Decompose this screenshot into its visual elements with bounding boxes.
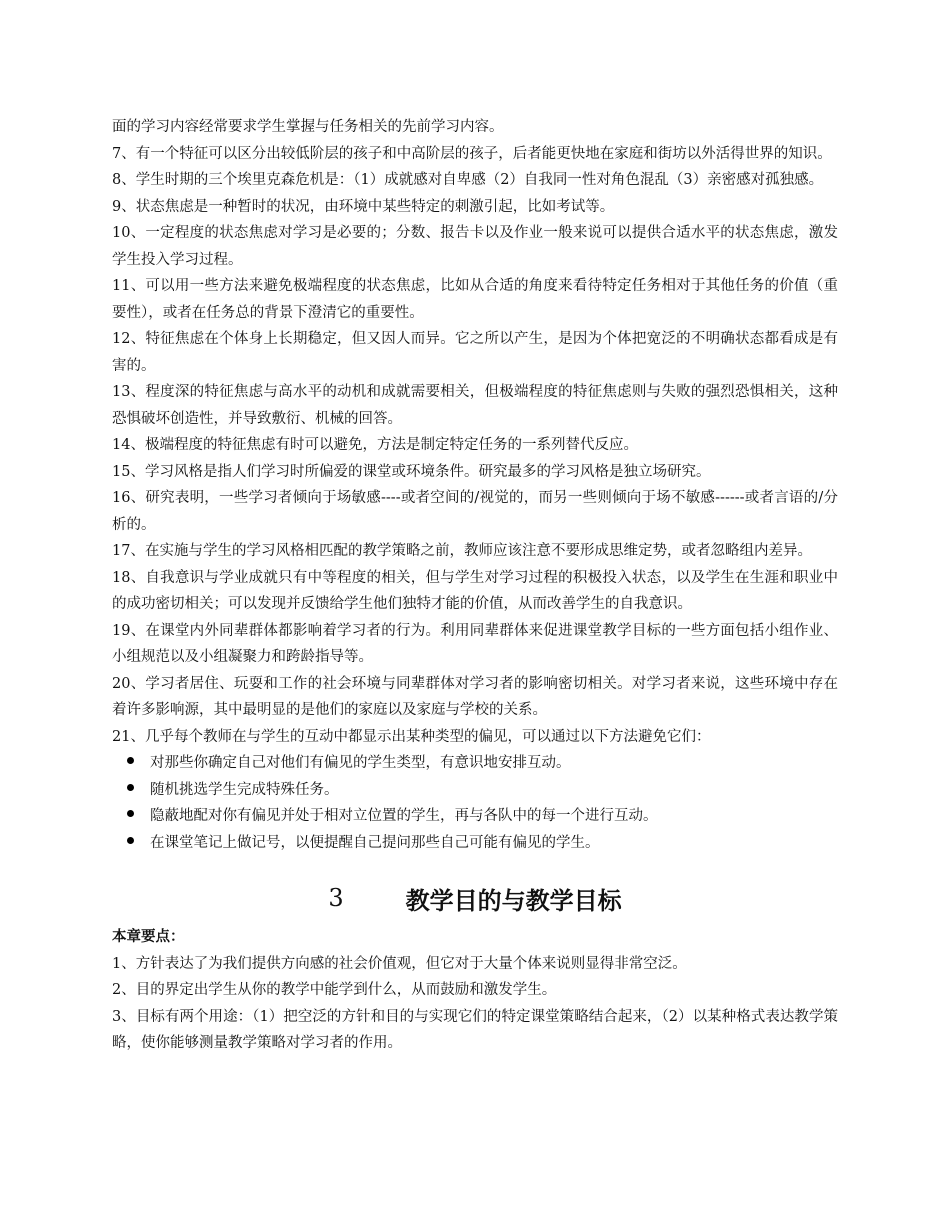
paragraph-8: 8、学生时期的三个埃里克森危机是：（1）成就感对自卑感（2）自我同一性对角色混乱（3）亲密感对孤独感。: [112, 172, 824, 188]
bullet-icon: [127, 757, 134, 764]
paragraph-17: 17、在实施与学生的学习风格相匹配的教学策略之前，教师应该注意不要形成思维定势，或者忽略组内差异。: [112, 543, 812, 559]
list-item-text: 对那些你确定自己对他们有偏见的学生类型，有意识地安排互动。: [150, 755, 571, 771]
paragraph-14: 14、极端程度的特征焦虑有时可以避免，方法是制定特定任务的一系列替代反应。: [112, 437, 638, 453]
point-3: 3、目标有两个用途：（1）把空泛的方针和目的与实现它们的特定课堂策略结合起来，（2）以某种格式表达教学策略，使你能够测量教学策略对学习者的作用。: [112, 1008, 838, 1051]
document-page: [112, 114, 838, 1057]
paragraph-21: 21、几乎每个教师在与学生的互动中都显示出某种类型的偏见，可以通过以下方法避免它们：: [112, 728, 711, 745]
paragraph-13: 13、程度深的特征焦虑与高水平的动机和成就需要相关，但极端程度的特征焦虑则与失败的强烈恐惧相关，这种恐惧破坏创造性，并导致敷衍、机械的回答。: [112, 384, 838, 427]
paragraph-12: 12、特征焦虑在个体身上长期稳定，但又因人而异。它之所以产生，是因为个体把宽泛的不明确状态都看成是有害的。: [112, 331, 838, 374]
bottom-paragraphs: [112, 951, 838, 1057]
list-item: [112, 750, 838, 777]
paragraph-15: 15、学习风格是指人们学习时所偏爱的课堂或环境条件。研究最多的学习风格是独立场研究。: [112, 463, 711, 480]
paragraph-16: 16、研究表明，一些学习者倾向于场敏感----或者空间的/视觉的，而另一些则倾向于场不敏感------或者言语的/分析的。: [112, 490, 838, 533]
list-item: [112, 777, 838, 804]
point-2: 2、目的界定出学生从你的教学中能学到什么，从而鼓励和激发学生。: [112, 982, 557, 998]
paragraph-19: 19、在课堂内外同辈群体都影响着学习者的行为。利用同辈群体来促进课堂教学目标的一些方面包括小组作业、小组规范以及小组凝聚力和跨龄指导等。: [112, 622, 838, 665]
paragraph-continuation: 面的学习内容经常要求学生掌握与任务相关的先前学习内容。: [112, 119, 504, 135]
list-item: [112, 830, 838, 857]
list-item-text: 随机挑选学生完成特殊任务。: [150, 781, 339, 798]
paragraph-10: 10、一定程度的状态焦虑对学习是必要的；分数、报告卡以及作业一般来说可以提供合适水平的状态焦虑，激发学生投入学习过程。: [112, 225, 838, 268]
list-item-text: 在课堂笔记上做记号，以便提醒自己提问那些自己可能有偏见的学生。: [150, 834, 600, 851]
list-item: [112, 803, 838, 830]
top-paragraphs: [112, 114, 838, 750]
paragraph-20: 20、学习者居住、玩耍和工作的社会环境与同辈群体对学习者的影响密切相关。对学习者来说，这些环境中存在着许多影响源，其中最明显的是他们的家庭以及家庭与学校的关系。: [112, 675, 838, 718]
paragraph-9: 9、状态焦虑是一种暂时的状况，由环境中某些特定的刺激引起，比如考试等。: [112, 198, 615, 215]
bias-avoidance-list: [112, 750, 838, 856]
paragraph-11: 11、可以用一些方法来避免极端程度的状态焦虑，比如从合适的角度来看待特定任务相对于其他任务的价值（重要性），或者在任务总的背景下澄清它的重要性。: [112, 278, 838, 321]
paragraph-7: 7、有一个特征可以区分出较低阶层的孩子和中高阶层的孩子，后者能更快地在家庭和街坊以外活得世界的知识。: [112, 145, 832, 162]
chapter-number: 3: [328, 884, 344, 912]
point-1: 1、方针表达了为我们提供方向感的社会价值观，但它对于大量个体来说则显得非常空泛。: [112, 955, 687, 972]
section-label: 本章要点：: [112, 928, 185, 945]
chapter-title: 教学目的与教学目标: [405, 885, 622, 915]
chapter-heading: [112, 878, 838, 918]
bullet-icon: [127, 784, 134, 791]
list-item-text: 隐蔽地配对你有偏见并处于相对立位置的学生，再与各队中的每一个进行互动。: [150, 808, 658, 824]
bullet-icon: [127, 837, 134, 844]
paragraph-18: 18、自我意识与学业成就只有中等程度的相关，但与学生对学习过程的积极投入状态，以及学生在生涯和职业中的成功密切相关；可以发现并反馈给学生他们独特才能的价值，从而改善学生的自我意识。: [112, 569, 838, 612]
bullet-icon: [127, 810, 134, 817]
